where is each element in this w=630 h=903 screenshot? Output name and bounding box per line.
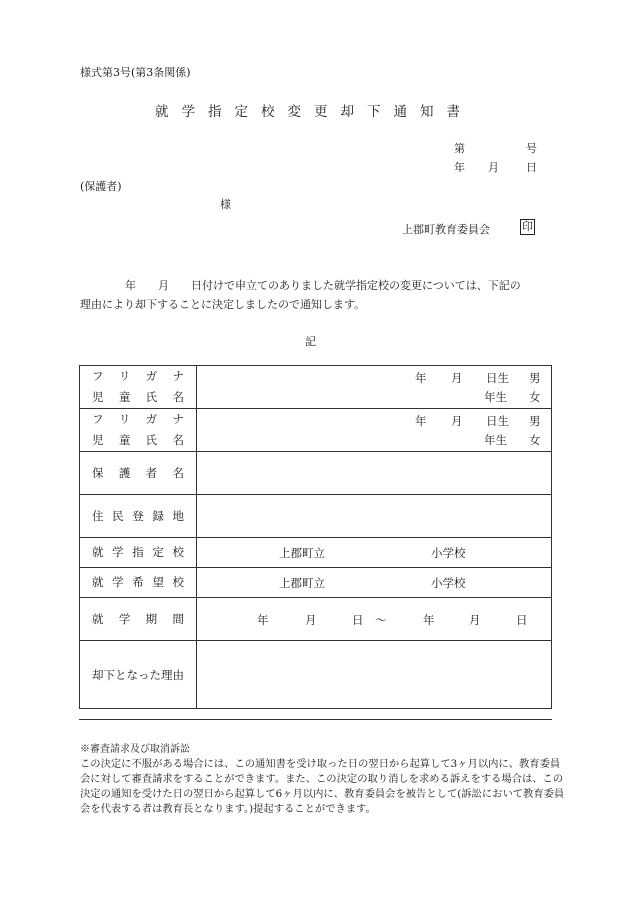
- notes-line-2: 会に対して審査請求をすることができます。また、この決定の取り消しを求める訴えをする場合は、この: [80, 773, 564, 785]
- address-field[interactable]: [197, 495, 552, 538]
- reason-row: [80, 641, 552, 709]
- desired-school-field[interactable]: [197, 568, 552, 598]
- birth-grade: 年生: [484, 433, 507, 447]
- address-row: [80, 495, 552, 538]
- guardian-name-label: 保 護 者 名: [80, 452, 197, 495]
- guardian-row: [80, 452, 552, 495]
- child-name-label: 児 童 氏 名: [92, 390, 184, 404]
- seal-mark: 印: [522, 220, 533, 233]
- elementary-school: 小学校: [431, 576, 466, 590]
- honorific: 様: [220, 198, 231, 211]
- body-month: 月: [158, 279, 169, 292]
- desired-school-label: 就 学 希 望 校: [80, 568, 197, 598]
- notes-line-4: 会を代表する者は教育長となります。)提起することができます。: [80, 803, 376, 815]
- document-title: 就学指定校変更却下通知書: [155, 104, 473, 120]
- sex-male[interactable]: 男: [529, 414, 541, 428]
- period-row: [80, 598, 552, 641]
- ki-heading: 記: [305, 335, 316, 348]
- child-info-2[interactable]: [197, 409, 552, 452]
- child-info-1[interactable]: [197, 366, 552, 409]
- sex-female[interactable]: 女: [529, 433, 541, 447]
- body-year: 年: [125, 279, 136, 292]
- body-line-2: 理由により却下することに決定しましたので通知します。: [80, 298, 366, 311]
- birth-day: 日生: [486, 371, 509, 385]
- birth-day: 日生: [486, 414, 509, 428]
- form-number: 様式第3号(第3条関係): [80, 66, 191, 79]
- body-line-1: [80, 277, 521, 293]
- child-row-2: [80, 409, 552, 452]
- designated-school-field[interactable]: [197, 538, 552, 568]
- child-label-2: [80, 409, 197, 452]
- body-text: 日付けで申立てのありました就学指定校の変更については、下記の: [191, 279, 521, 292]
- number-suffix: 号: [526, 142, 537, 155]
- reason-field[interactable]: [197, 641, 552, 709]
- desired-school-row: [80, 568, 552, 598]
- period-start-month: 月: [305, 613, 317, 627]
- sex-female[interactable]: 女: [529, 390, 541, 404]
- period-label: 就 学 期 間: [80, 598, 197, 641]
- address-label: 住 民 登 録 地: [80, 495, 197, 538]
- notes-line-1: この決定に不服がある場合には、この通知書を受け取った日の翌日から起算して3ヶ月以内に、教育委員: [80, 758, 561, 770]
- decision-table: [79, 365, 552, 709]
- guardian-name-field[interactable]: [197, 452, 552, 495]
- town-public: 上郡町立: [279, 576, 325, 590]
- date-month: 月: [488, 161, 499, 174]
- date-year: 年: [454, 161, 465, 174]
- notes-line-3: 決定の通知を受けた日の翌日から起算して6ヶ月以内に、教育委員会を被告として(訴訟において教育委員: [80, 788, 565, 800]
- divider: [79, 719, 552, 720]
- issuer-name: 上郡町教育委員会: [402, 223, 490, 236]
- designated-school-row: [80, 538, 552, 568]
- sex-male[interactable]: 男: [529, 371, 541, 385]
- period-end-month: 月: [469, 613, 481, 627]
- furigana-label: フ リ ガ ナ: [92, 412, 184, 426]
- date-day: 日: [526, 161, 537, 174]
- period-field[interactable]: [197, 598, 552, 641]
- number-prefix: 第: [454, 142, 465, 155]
- notes-title: ※審査請求及び取消訴訟: [80, 744, 190, 755]
- designated-school-label: 就 学 指 定 校: [80, 538, 197, 568]
- furigana-label: フ リ ガ ナ: [92, 369, 184, 383]
- elementary-school: 小学校: [431, 546, 466, 560]
- birth-month: 月: [451, 414, 463, 428]
- child-row-1: [80, 366, 552, 409]
- guardian-label: (保護者): [80, 180, 122, 193]
- birth-grade: 年生: [484, 390, 507, 404]
- birth-year: 年: [415, 414, 427, 428]
- reason-label: 却下となった理由: [80, 641, 197, 709]
- period-tilde: ～: [375, 613, 387, 627]
- period-end-day: 日: [516, 613, 528, 627]
- child-label-1: [80, 366, 197, 409]
- child-name-label: 児 童 氏 名: [92, 433, 184, 447]
- birth-month: 月: [451, 371, 463, 385]
- period-start-day: 日: [352, 613, 364, 627]
- town-public: 上郡町立: [279, 546, 325, 560]
- period-end-year: 年: [423, 613, 435, 627]
- birth-year: 年: [415, 371, 427, 385]
- period-start-year: 年: [257, 613, 269, 627]
